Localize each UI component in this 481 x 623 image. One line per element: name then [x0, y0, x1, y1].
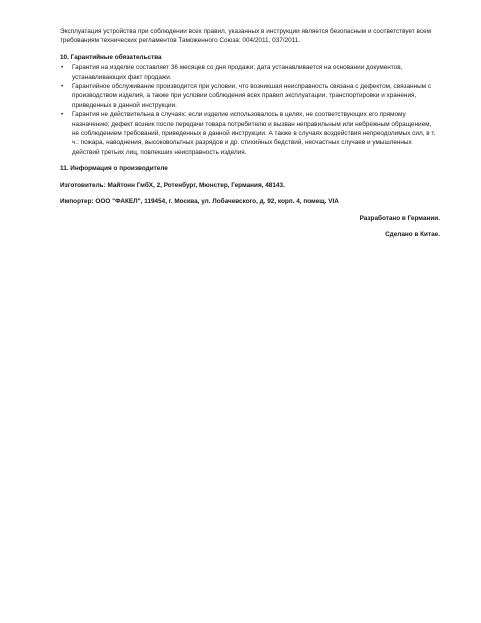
- manufacturer-heading: 11. Информация о производителе: [60, 165, 168, 173]
- warranty-item-exclusions: [60, 110, 440, 157]
- bullet-marker: •: [61, 64, 64, 72]
- warranty-item-text: Гарантия на изделие составляет 36 месяцев со дня продажи; дата устанавливается на основании документов, устанавливающих факт продажи.: [72, 64, 403, 81]
- document-content: [60, 27, 440, 246]
- warranty-item-term: [60, 63, 440, 82]
- intro-paragraph: Эксплуатация устройства при соблюдении всех правил, указанных в инструкции является безопасным и соответствует всем требованиям технических регламентов Таможенного Союза: 004/2011, 037/2011.: [60, 28, 431, 45]
- bullet-marker: •: [61, 111, 64, 119]
- warranty-item-service: [60, 82, 440, 110]
- bullet-marker: •: [61, 83, 64, 91]
- warranty-item-text: Гарантия не действительна в случаях: если изделие использовалось в целях, не соответствующих его прямому назначению; дефект возник после передачи товара потребителю и вызван неправильным или небрежным обращением, не соблюдением требований, приведенных в данной инструкции. А также в случаях воздействия непреодолимых сил, в т. ч.: пожара, наводнения, высоковольтных разрядов и др. стихийных бедствий, несчастных случаев и умышленных действий третьих лиц, повлекших неисправность изделия.: [72, 111, 436, 156]
- warranty-item-text: Гарантийное обслуживание производится при условии, что возникшая неисправность связана с дефектом, связанным с производством изделия, а также при условии соблюдения всех правил эксплуатации, транспортировки и хранения, приведенных в данной инструкции.: [72, 83, 432, 109]
- warranty-list: [60, 63, 440, 157]
- manufacturer-line: Изготовитель: Майтонн ГмбХ, 2, Ротенбург, Мюнстер, Германия, 48143.: [60, 181, 285, 189]
- importer-line: Импортер: ООО "ФАКЕЛ", 119454, г. Москва, ул. Лобачевского, д. 92, корп. 4, помещ. VIA: [60, 198, 339, 206]
- developed-in-line: Разработано в Германии.: [359, 214, 440, 222]
- made-in-line: Сделано в Китае.: [385, 230, 440, 238]
- warranty-heading: 10. Гарантийные обязательства: [60, 53, 162, 61]
